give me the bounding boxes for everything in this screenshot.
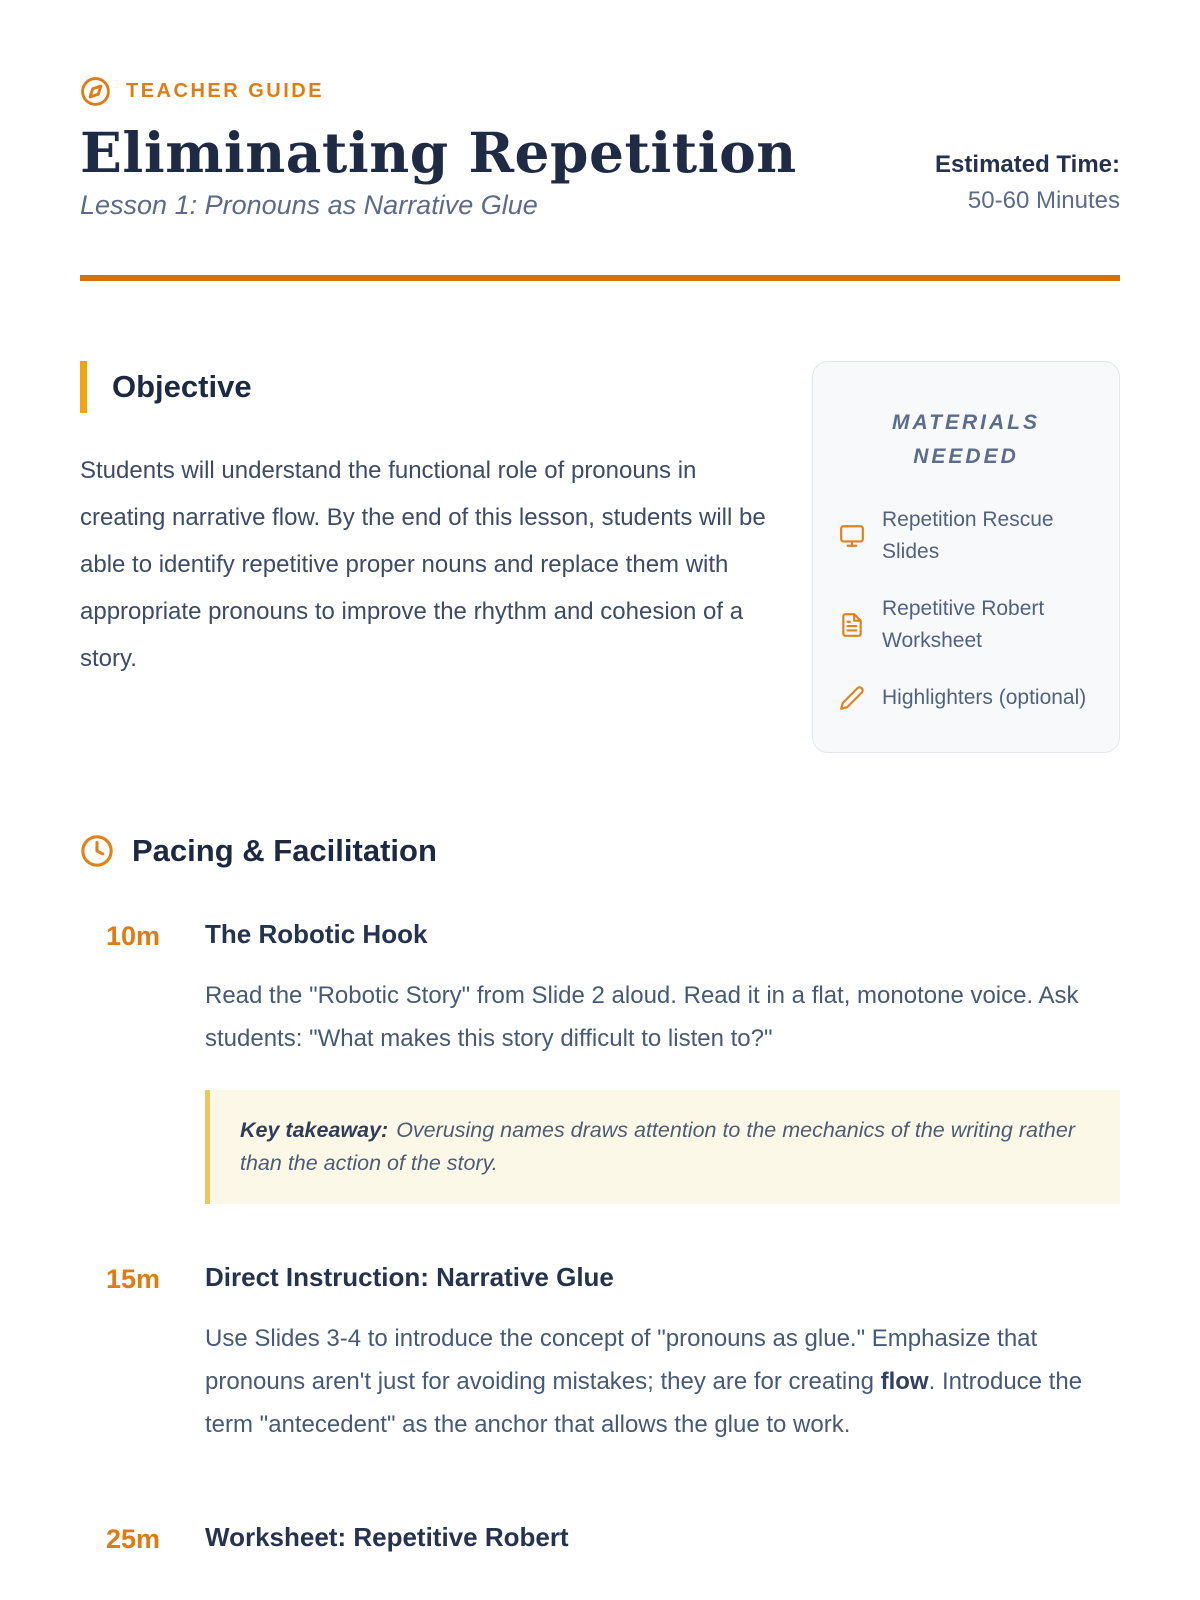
material-label: Highlighters (optional) <box>882 685 1087 709</box>
pacing-item-content <box>205 919 1120 1204</box>
pacing-item-direct-instruction <box>80 1262 1120 1446</box>
clock-icon <box>80 834 114 868</box>
pacing-section-heading <box>80 833 1120 869</box>
takeaway-label: Key takeaway: <box>240 1118 389 1143</box>
time-badge: 15m <box>105 1264 160 1295</box>
pacing-heading-label: Pacing & Facilitation <box>132 833 437 869</box>
eyebrow-label: TEACHER GUIDE <box>126 80 325 102</box>
header-title-block <box>80 76 797 221</box>
file-text-icon <box>839 612 865 638</box>
objective-section <box>80 361 1120 753</box>
materials-list <box>839 504 1093 715</box>
estimated-time-value: 50-60 Minutes <box>967 187 1120 215</box>
eyebrow <box>80 76 797 107</box>
body-text: Use Slides 3-4 to introduce the concept of "pronouns as glue." Emphasize that pronouns aren't just for avoiding mistakes; they are for creating <box>205 1325 1038 1396</box>
monitor-icon <box>839 523 865 549</box>
time-badge: 25m <box>105 1524 160 1555</box>
pacing-item-body <box>205 1317 1120 1446</box>
estimated-time-label: Estimated Time: <box>935 151 1120 179</box>
objective-heading: Objective <box>80 361 770 413</box>
estimated-time-block <box>935 151 1120 221</box>
takeaway-text: Overusing names draws attention to the mechanics of the writing rather than the action of the story. <box>240 1118 1075 1176</box>
document-header <box>80 76 1120 221</box>
pacing-item-robotic-hook <box>80 919 1120 1204</box>
pacing-item-content <box>205 1522 1120 1555</box>
time-badge: 10m <box>105 921 160 952</box>
key-takeaway-callout <box>205 1090 1120 1204</box>
material-label: Repetition Rescue Slides <box>882 507 1054 564</box>
header-divider <box>80 275 1120 281</box>
list-item <box>839 682 1093 715</box>
page-subtitle: Lesson 1: Pronouns as Narrative Glue <box>80 190 538 221</box>
pencil-icon <box>839 685 865 711</box>
pacing-item-content <box>205 1262 1120 1446</box>
materials-card <box>812 361 1120 753</box>
pacing-item-body: Read the "Robotic Story" from Slide 2 aloud. Read it in a flat, monotone voice. Ask students: "What makes this story difficult to listen to?" <box>205 982 1079 1053</box>
objective-column <box>80 361 770 753</box>
pacing-item-title: Worksheet: Repetitive Robert <box>205 1522 569 1553</box>
list-item <box>839 593 1093 658</box>
pacing-item-title: The Robotic Hook <box>205 919 428 950</box>
materials-heading: MATERIALS NEEDED <box>892 411 1040 468</box>
material-label: Repetitive Robert Worksheet <box>882 596 1045 653</box>
body-bold-text: flow <box>880 1368 929 1396</box>
list-item <box>839 504 1093 569</box>
objective-body: Students will understand the functional role of pronouns in creating narrative flow. By the end of this lesson, students will be able to identify repetitive proper nouns and replace them with appropriate pronouns to improve the rhythm and cohesion of a story. <box>80 457 766 673</box>
pacing-item-worksheet <box>80 1522 1120 1555</box>
body-text: . Introduce the term "antecedent" as the anchor that allows the glue to work. <box>205 1368 1083 1439</box>
pacing-item-title: Direct Instruction: Narrative Glue <box>205 1262 614 1293</box>
page-title: Eliminating Repetition <box>80 120 797 185</box>
compass-icon <box>80 76 111 107</box>
